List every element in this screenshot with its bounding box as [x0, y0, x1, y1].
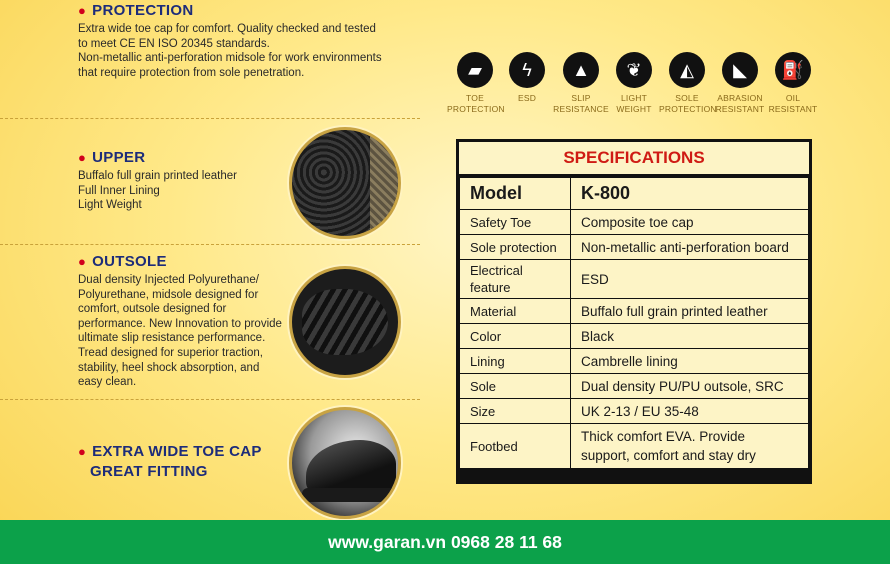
outsole-section [78, 253, 282, 390]
toe-protection-icon: ▰ [457, 52, 493, 88]
bullet-icon: ● [78, 3, 87, 18]
toecap-image [289, 407, 401, 519]
bullet-icon: ● [78, 444, 87, 459]
toecap-title: ● EXTRA WIDE TOE CAP [78, 443, 262, 460]
esd-icon: ϟ [509, 52, 545, 88]
spec-value: ESD [571, 260, 809, 299]
upper-section [78, 149, 237, 213]
spec-key: Material [460, 299, 571, 324]
table-row [460, 178, 809, 210]
divider [0, 399, 420, 400]
spec-value: UK 2-13 / EU 35-48 [571, 399, 809, 424]
spec-value: Cambrelle lining [571, 349, 809, 374]
spec-key: Color [460, 324, 571, 349]
feature-sole-protection: ◭ SOLE PROTECTION [659, 52, 715, 115]
table-row [460, 374, 809, 399]
spec-value: Black [571, 324, 809, 349]
spec-value: Thick comfort EVA. Provide support, comfort and stay dry [571, 424, 809, 469]
toecap-section [78, 443, 262, 480]
spec-key: Safety Toe [460, 210, 571, 235]
spec-key: Electrical feature [460, 260, 571, 299]
spec-value: Dual density PU/PU outsole, SRC [571, 374, 809, 399]
table-row [460, 324, 809, 349]
outsole-tread-image [289, 266, 401, 378]
protection-text: Extra wide toe cap for comfort. Quality checked and tested to meet CE EN ISO 20345 standards. Non-metallic anti-perforation midsole for work environments that require protection from sole penetration. [78, 23, 382, 79]
table-row [460, 210, 809, 235]
spec-value: Buffalo full grain printed leather [571, 299, 809, 324]
oil-resistant-icon: ⛽ [775, 52, 811, 88]
feature-oil-resistant: ⛽ OIL RESISTANT [765, 52, 821, 115]
contact-link[interactable]: www.garan.vn 0968 28 11 68 [328, 531, 562, 552]
table-row [460, 424, 809, 469]
bullet-icon: ● [78, 254, 87, 269]
upper-text: Buffalo full grain printed leather Full Inner Lining Light Weight [78, 170, 237, 212]
feature-toe-protection: ▰ TOE PROTECTION [447, 52, 503, 115]
outsole-text: Dual density Injected Polyurethane/ Polyurethane, midsole designed for comfort, outsole designed for performance. New Innovation to provide ultimate slip resistance performance. Tread designed for superior traction, stability, heel shock absorption, and easy clean. [78, 274, 282, 389]
spec-value: K-800 [571, 178, 809, 210]
table-row [460, 235, 809, 260]
table-row [460, 299, 809, 324]
contact-footer [0, 520, 890, 564]
table-row [460, 260, 809, 299]
spec-key: Sole [460, 374, 571, 399]
upper-title: ● UPPER [78, 149, 146, 166]
slip-resistance-icon: ▲ [563, 52, 599, 88]
spec-key: Sole protection [460, 235, 571, 260]
spec-key: Size [460, 399, 571, 424]
toecap-subtitle: GREAT FITTING [90, 463, 208, 480]
spec-key: Footbed [460, 424, 571, 469]
bullet-icon: ● [78, 150, 87, 165]
feature-esd: ϟ ESD [499, 52, 555, 104]
specifications-panel [456, 139, 812, 484]
light-weight-icon: ❦ [616, 52, 652, 88]
table-row [460, 349, 809, 374]
sole-protection-icon: ◭ [669, 52, 705, 88]
specifications-table [459, 177, 809, 469]
divider [0, 118, 420, 119]
spec-key: Lining [460, 349, 571, 374]
feature-abrasion-resistant: ◣ ABRASION RESISTANT [712, 52, 768, 115]
outsole-title: ● OUTSOLE [78, 253, 167, 270]
divider [0, 244, 420, 245]
spec-key: Model [460, 178, 571, 210]
abrasion-resistant-icon: ◣ [722, 52, 758, 88]
spec-value: Non-metallic anti-perforation board [571, 235, 809, 260]
feature-slip-resistance: ▲ SLIP RESISTANCE [553, 52, 609, 115]
protection-title: ● PROTECTION [78, 2, 194, 19]
specifications-title: SPECIFICATIONS [459, 142, 809, 174]
spec-value: Composite toe cap [571, 210, 809, 235]
table-row [460, 399, 809, 424]
upper-leather-image [289, 127, 401, 239]
protection-section [78, 2, 382, 80]
feature-light-weight: ❦ LIGHT WEIGHT [606, 52, 662, 115]
